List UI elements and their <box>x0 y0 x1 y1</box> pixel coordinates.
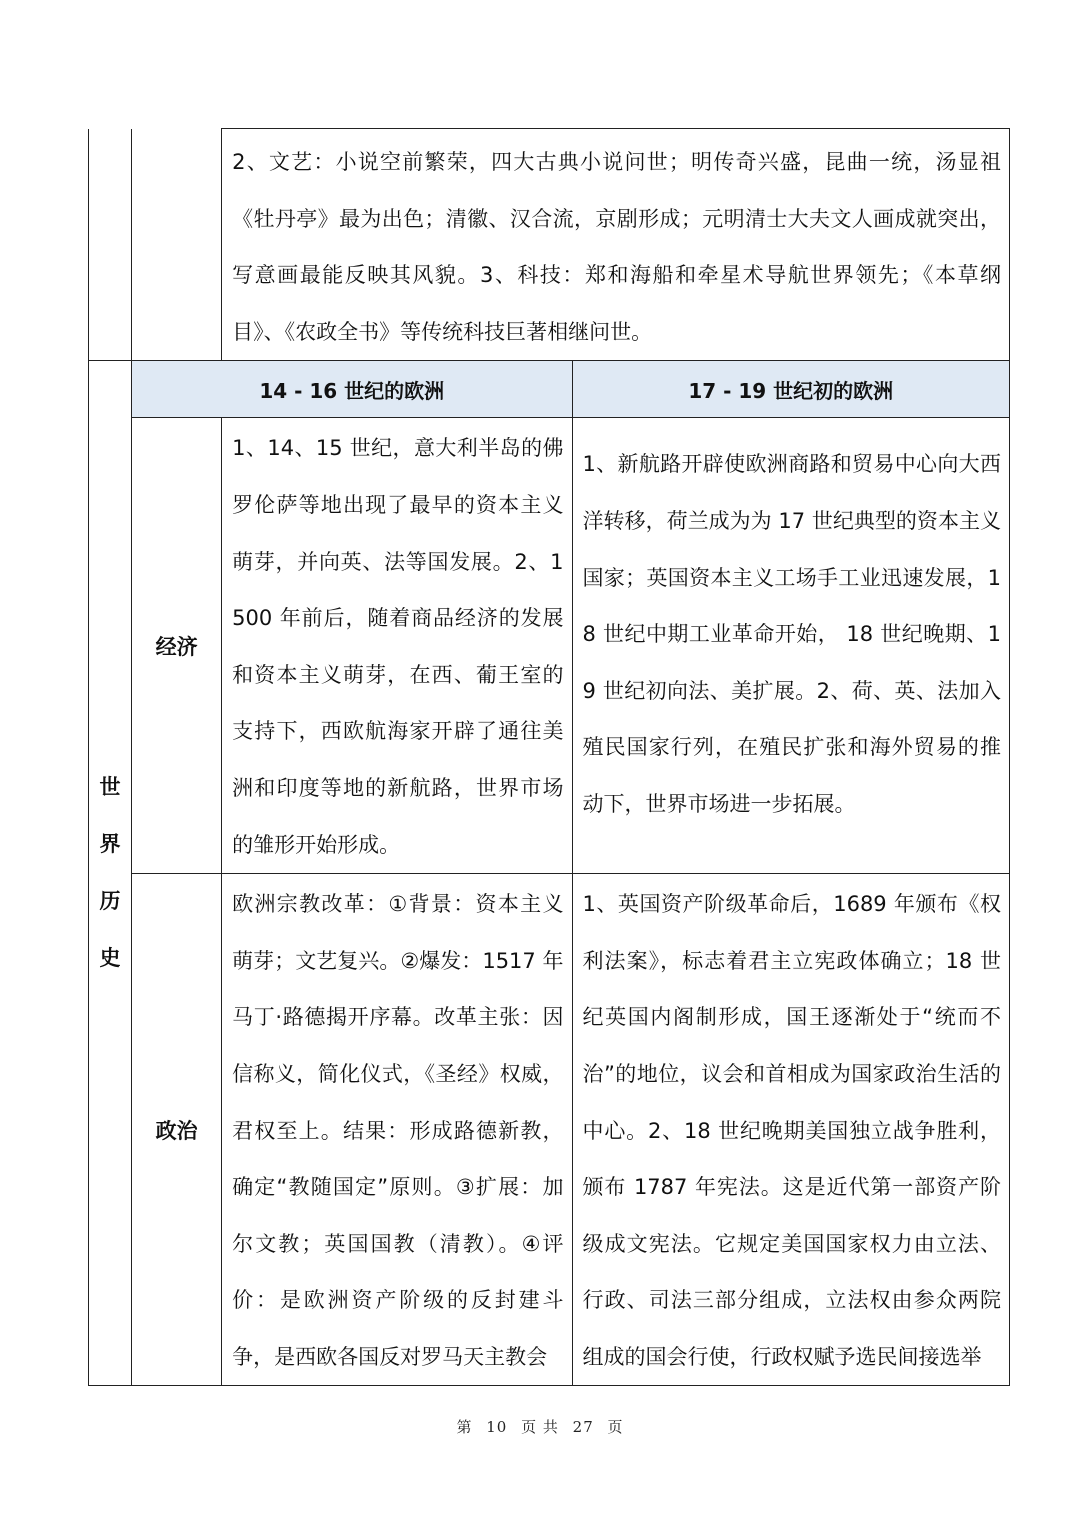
blank-label-cell <box>89 129 132 361</box>
top-continuation-row <box>89 129 1010 361</box>
section-label-world-history <box>89 361 132 1386</box>
culture-science-text: 2、文艺：小说空前繁荣，四大古典小说问世；明传奇兴盛，昆曲一统，汤显祖《牡丹亭》最为出色；清徽、汉合流，京剧形成；元明清士大夫文人画成就突出，写意画最能反映其风貌。3、科技：郑和海船和牵星术导航世界领先；《本草纲目》、《农政全书》等传统科技巨著相继问世。 <box>232 150 1001 344</box>
politics-14-16-text: 欧洲宗教改革：①背景：资本主义萌芽；文艺复兴。②爆发：1517 年马丁·路德揭开序幕。改革主张：因信称义，简化仪式，《圣经》权威，君权至上。结果：形成路德新教，确定“教随国定”原则。③扩展：加尔文教；英国国教（清教）。④评价：是欧洲资产阶级的反封建斗争，是西欧各国反对罗马天主教会 <box>232 892 564 1369</box>
table-row-economy <box>89 418 1010 874</box>
section-label-char: 史 <box>99 946 121 971</box>
row-topic-economy: 经济 <box>132 418 222 874</box>
footer-suffix: 页 <box>607 1418 624 1436</box>
page-number: 10 <box>486 1418 508 1436</box>
page-footer <box>0 1416 1080 1437</box>
economy-14-16-text: 1、14、15 世纪，意大利半岛的佛罗伦萨等地出现了最早的资本主义萌芽，并向英、法等国发展。2、1500 年前后，随着商品经济的发展和资本主义萌芽，在西、葡王室的支持下，西欧航海家开辟了通往美洲和印度等地的新航路，世界市场的雏形开始形成。 <box>232 436 564 857</box>
row-topic-politics: 政治 <box>132 874 222 1386</box>
section-label-char: 界 <box>99 832 121 857</box>
politics-17-19-text: 1、英国资产阶级革命后，1689 年颁布《权利法案》，标志着君主立宪政体确立；18 世纪英国内阁制形成，国王逐渐处于“统而不治”的地位，议会和首相成为国家政治生活的中心。2、18 世纪晚期美国独立战争胜利，颁布 1787 年宪法。这是近代第一部资产阶级成文宪法。它规定美国国家权力由立法、行政、司法三部分组成，立法权由参众两院组成的国会行使，行政权赋予选民间接选举 <box>582 892 1001 1369</box>
total-pages: 27 <box>572 1418 594 1436</box>
column-header-14-16: 14 - 16 世纪的欧洲 <box>132 361 572 418</box>
footer-prefix: 第 <box>456 1418 473 1436</box>
table-row-politics <box>89 874 1010 1386</box>
header-row <box>89 361 1010 418</box>
blank-topic-cell <box>132 129 222 361</box>
economy-17-19-text: 1、新航路开辟使欧洲商路和贸易中心向大西洋转移，荷兰成为为 17 世纪典型的资本主义国家；英国资本主义工场手工业迅速发展，18 世纪中期工业革命开始， 18 世纪晚期、19 世纪初向法、美扩展。2、荷、英、法加入殖民国家行列，在殖民扩张和海外贸易的推动下，世界市场进一步拓展。 <box>582 452 1001 816</box>
politics-17-19-cell <box>572 874 1010 1386</box>
economy-14-16-cell <box>222 418 572 874</box>
politics-14-16-cell <box>222 874 572 1386</box>
section-label-char: 世 <box>99 775 121 800</box>
column-header-17-19: 17 - 19 世纪初的欧洲 <box>572 361 1010 418</box>
footer-mid: 页 共 <box>521 1418 559 1436</box>
history-table <box>88 128 1010 1386</box>
economy-17-19-cell <box>572 418 1010 874</box>
section-label-char: 历 <box>99 889 121 914</box>
culture-science-cell <box>222 129 1010 361</box>
